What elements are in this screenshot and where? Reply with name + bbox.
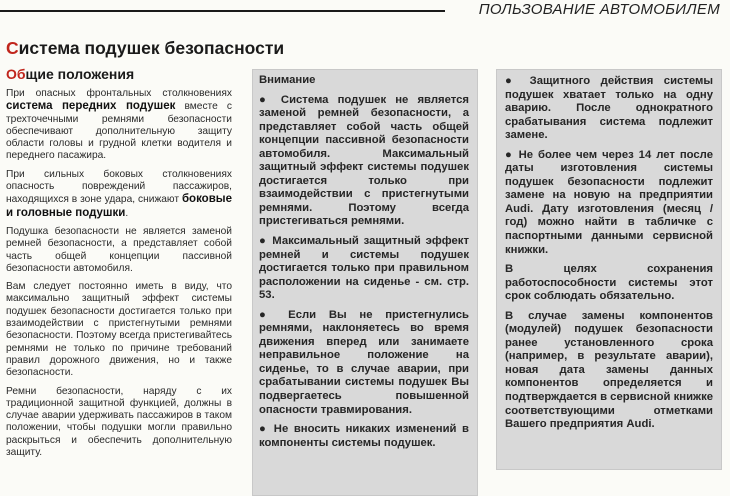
paragraph-text: При сильных боковых столкновениях опасность повреждений пассажиров, находящихся в зоне удара, снижают xyxy=(6,168,232,206)
section-subtitle xyxy=(6,66,134,82)
warning-item: ● Система подушек не является заменой ремней безопасности, а представляет собой часть общей концепции пассивной безопасности автомобиля. Максимальный защитный эффект системы подушек достигается только при взаимодействии с пристегнутыми ремнями. Поэтому всегда пристегиваться ремнями. xyxy=(259,93,469,228)
section-title xyxy=(6,38,284,59)
warning-box xyxy=(252,69,478,496)
header-rule xyxy=(0,10,445,12)
paragraph-belt-function: Ремни безопасности, наряду с их традиционной защитной функцией, должны в случае аварии удерживать пассажиров в таком положении, чтобы подушки могли правильно раскрыться и обеспечить дополнительную защиту. xyxy=(6,385,232,459)
warning-item: ● Если Вы не пристегнулись ремнями, наклоняетесь во время движения вперед или занимаете неправильное положение на сиденье, то в случае аварии, при срабатывании системы подушек Вы подвергаетесь повышенной опасности травмирования. xyxy=(259,308,469,416)
paragraph-text: При опасных фронтальных столкновениях xyxy=(6,88,232,99)
title-initial: С xyxy=(6,38,19,58)
paragraph-not-replacement: Подушка безопасности не является заменой ремней безопасности, а представляет собой часть общей концепции пассивной безопасности автомобиля. xyxy=(6,225,232,274)
warning-item: ● Не вносить никаких изменений в компоненты системы подушек. xyxy=(259,423,469,449)
running-head: ПОЛЬЗОВАНИЕ АВТОМОБИЛЕМ xyxy=(478,1,720,18)
subtitle-rest: щие положения xyxy=(25,66,135,82)
subtitle-initial: Об xyxy=(6,66,26,82)
note-box xyxy=(496,69,722,470)
warning-item: ● Максимальный защитный эффект ремней и системы подушек достигается только при правильном расположении на сиденье - см. стр. 53. xyxy=(259,235,469,302)
title-rest: истема подушек безопасности xyxy=(18,38,285,58)
emphasis-side-airbags: боковые и головные подушки xyxy=(6,193,232,219)
main-text-column xyxy=(6,88,232,465)
note-item: ● Не более чем через 14 лет после даты изготовления системы подушек безопасности подлежит замене на новую на предприятии Audi. Дату изготовления (месяц / год) можно найти в табличке с паспортными данными сервисной книжки. xyxy=(505,148,713,256)
paragraph-frontal xyxy=(6,88,232,163)
note-item: В целях сохранения работоспособности системы этот срок соблюдать обязательно. xyxy=(505,263,713,303)
note-item: В случае замены компонентов (модулей) подушек безопасности ранее установленного срока (например, в результате аварии), новая дата замены данных компонентов определяется и подтверждается в сервисной книжке соответствующими отметками Вашего предприятия Audi. xyxy=(505,309,713,431)
paragraph-text: вместе с трехточечными ремнями безопасности обеспечивают дополнительную защиту области головы и грудной клетки водителя и переднего пасажира. xyxy=(6,101,232,162)
emphasis-front-airbags: система передних подушек xyxy=(6,100,176,113)
warning-heading: Внимание xyxy=(259,74,316,86)
note-item: ● Защитного действия системы подушек хватает только на одну аварию. После однократного срабатывания система подлежит замене. xyxy=(505,75,713,142)
paragraph-wear-belts: Вам следует постоянно иметь в виду, что максимально защитный эффект системы подушек безопасности достигается только при взаимодействии с пристегнутыми ремнями безопасности. Поэтому всегда пристегивайтесь ремнями не только по причине требований правил дорожного движения, но и также безопасности. xyxy=(6,281,232,379)
paragraph-text: . xyxy=(125,207,129,219)
paragraph-side xyxy=(6,169,232,220)
